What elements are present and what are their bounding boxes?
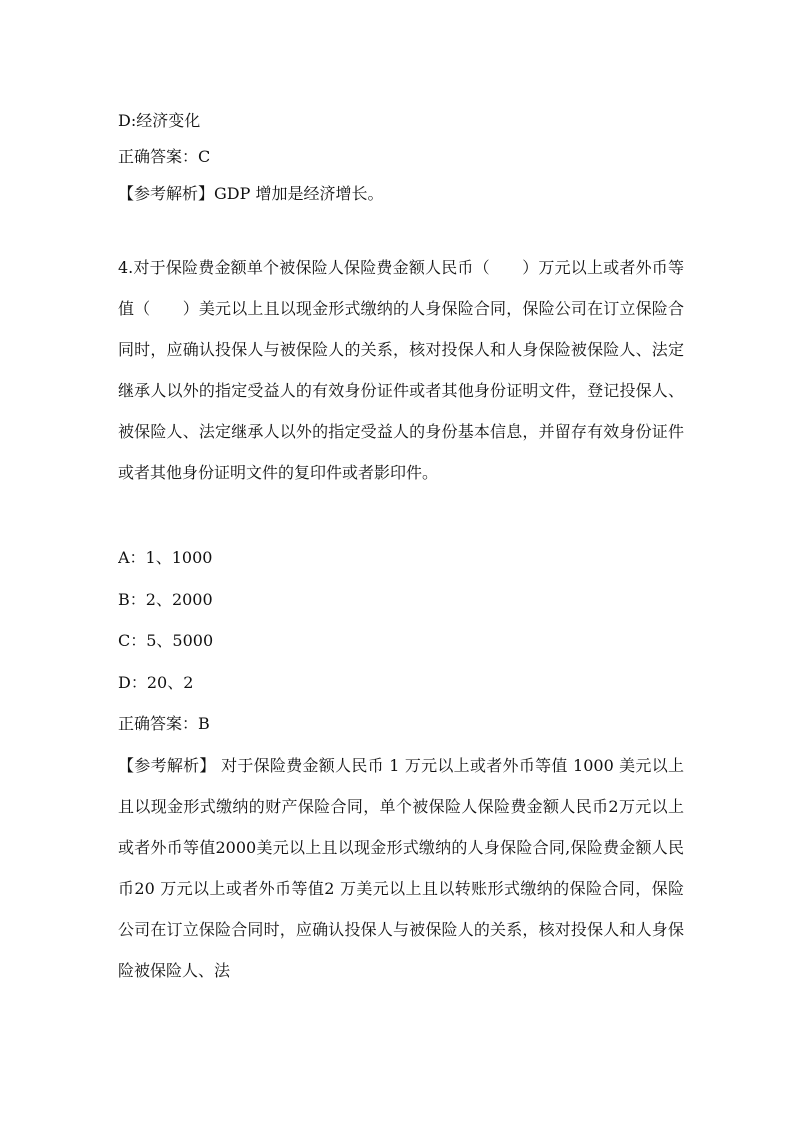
question-4-answer: 正确答案：B bbox=[118, 714, 210, 733]
option-d: D：20、2 bbox=[118, 673, 194, 692]
option-b: B：2、2000 bbox=[118, 590, 213, 609]
previous-analysis: 【参考解析】GDP 增加是经济增长。 bbox=[118, 184, 384, 203]
previous-answer: 正确答案：C bbox=[118, 147, 211, 166]
option-c: C：5、5000 bbox=[118, 631, 214, 650]
question-4-analysis: 【参考解析】 对于保险费金额人民币 1 万元以上或者外币等值 1000 美元以上且以现金形式缴纳的财产保险合同，单个被保险人保险费金额人民币2万元以上或者外币等值2000美元以上且以现金形式缴纳的人身保险合同,保险费金额人民币20 万元以上或者外币等值2 万美元以上且以转账形式缴纳的保险合同，保险公司在订立保险合同时，应确认投保人与被保险人的关系，核对投保人和人身保险被保险人、法 bbox=[118, 756, 684, 980]
previous-option-d: D:经济变化 bbox=[118, 111, 201, 130]
question-4-stem: 4.对于保险费金额单个被保险人保险费金额人民币（ ）万元以上或者外币等值（ ）美元以上且以现金形式缴纳的人身保险合同，保险公司在订立保险合同时，应确认投保人与被保险人的关系，核对投保人和人身保险被保险人、法定继承人以外的指定受益人的有效身份证件或者其他身份证明文件，登记投保人、被保险人、法定继承人以外的指定受益人的身份基本信息，并留存有效身份证件或者其他身份证明文件的复印件或者影印件。 bbox=[118, 258, 684, 482]
option-a: A：1、1000 bbox=[118, 548, 213, 567]
